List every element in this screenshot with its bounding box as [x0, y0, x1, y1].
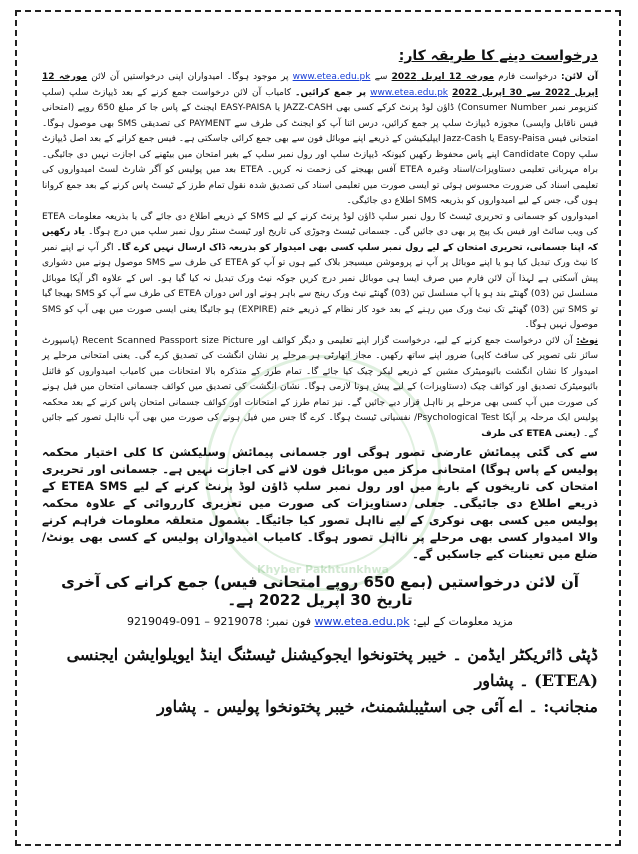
- paragraph-note: [42, 334, 598, 443]
- signature-block: [42, 642, 598, 720]
- notice-body: [42, 48, 598, 720]
- contact-label: مزید معلومات کے لیے:: [413, 615, 514, 628]
- para3-text1: آن لائن درخواست جمع کرنے کے لیے، درخواست گزار اپنے تعلیمی و دیگر کوائف اور Recent Scanned Passport size Picture (پاسپورٹ سائز نئی تصویر کی سافٹ کاپی) ضرور اپنے ساتھ رکھیں۔ مجاز اتھارٹی ہر مرحلے پر نشان انگشت کی تصدیق کرے گی۔ یعنی امتحانی مرحلے پر امیدوار کا نشان انگشت بائیومیٹرک مشین کے ذریعے لیکر چیک کیا جائے گا۔ تمام طرز کے متذکرہ بالا امتحانات میں کامیاب امیدواروں کو فائنل بائیومیٹرک تصدیق اور کوائف چیک (دستاویزات) کے لیے پیش ہونا لازمی ہوگا۔ نشان انگشت کی تصدیق میں کوائف جسمانی امتحان میں فیل ہونے کی صورت میں آپ کسی بھی مرحلے پر نااہل قرار دیے جائیں گے۔ نیز تمام طرز کے امتحانات اور کوائف جسمانی امتحان پاس کرنے کے بعد محکمہ پولیس ایک مرحلہ پر آپکا Psychological Test/ نفسیاتی ٹیسٹ ہوگا۔ کرے گا جس میں فیل ہونے کی صورت میں بھی آپ نااہل تصور کیے جائیں گے۔: [42, 335, 598, 439]
- paragraph-online: [42, 70, 598, 210]
- para1-text3: پر موجود ہوگا۔ امیدواران اپنی درخواستیں آن لائن: [87, 72, 289, 82]
- online-lead: آن لائن:: [560, 72, 598, 82]
- signature-line-1: ڈپٹی ڈائریکٹر ایڈمن ۔ خیبر پختونخوا ایجوکیشنل ٹیسٹنگ اینڈ ایویلوایشن ایجنسی (ETEA) ۔ پشاور: [66, 645, 598, 690]
- para3-bold-tail: (یعنی ETEA کی طرف: [481, 428, 581, 439]
- last-date-notice: آن لائن درخواستیں (بمع 650 روپے امتحانی فیس) جمع کرانے کی آخری تاریخ 30 اپریل 2022 ہے۔: [61, 573, 579, 609]
- signature-line-2: منجانب: ۔ اے آئی جی اسٹیبلشمنٹ، خیبر پختونخوا پولیس ۔ پشاور: [157, 697, 598, 716]
- para1-text1: درخواست فارم: [494, 72, 557, 82]
- seal-text: Khyber Pakhtunkhwa: [256, 563, 390, 576]
- contact-line: [42, 615, 598, 628]
- contact-website-link[interactable]: www.etea.edu.pk: [314, 615, 410, 628]
- para2-bold: یاد رکھیں کہ اپنا جسمانی، تحریری امتحان کے لیے رول نمبر سلپ کسی بھی امیدوار کو بذریعہ ڈاک ارسال نہیں کرے گا۔: [42, 227, 598, 253]
- date-from: مورخہ 12 اپریل 2022: [391, 72, 495, 82]
- section-heading: درخواست دینے کا طریقہ کار:: [398, 48, 598, 64]
- para2-text2: اگر آپ نے اپنے نمبر کا نیٹ ورک تبدیل کیا ہو یا اپنے موبائل پر آپ نے پروموشن میسیجز بلاک کیے ہوں تو آپ کو ETEA کی طرف سے SMS موصول ہونے میں دشواری پیش آسکتی ہے لہذا آن لائن فارم میں صرف ایسا ہی موبائل نمبر درج کریں جوکہ نیٹ ورک تبدیل نہ کیا گیا ہو۔ اس کے علاوہ اگر آپکا موبائل مسلسل تین (03) گھنٹے بند ہو یا آپ مسلسل تین (03) گھنٹے نیٹ ورک رینج سے باہر ہونے اور اس دوران ETEA کی طرف سے آپ کو SMS بھیجا گیا تو SMS تین (03) گھنٹے تک نیٹ ورک میں رہنے کے بعد خود کار نظام کے ذریعے ختم (EXPIRE) ہو جائیگا یعنی ایسی صورت میں بھی آپ کو SMS موصول نہیں ہوگا۔: [42, 242, 598, 330]
- paragraph-roll-number: [42, 210, 598, 334]
- para2-text1: امیدواروں کو جسمانی و تحریری ٹیسٹ کا رول نمبر سلپ ڈاؤن لوڈ پرنٹ کرنے کے لیے SMS کے ذریعے اطلاع دی جائے گی یا بذریعہ معلومات ETEA کی ویب سائٹ اور فیس بک پیج پر بھی دی جائیں گی۔ جسمانی ٹیسٹ وجوڑی کی تاریخ اور ٹیسٹ سنٹر رول نمبر سلپ میں درج ہوگا۔: [42, 211, 599, 237]
- etea-website-link-2[interactable]: www.etea.edu.pk: [370, 87, 448, 98]
- note-lead: نوٹ:: [576, 335, 598, 346]
- para1-text5: کامیاب آن لائن درخواست جمع کرنے کے بعد ڈیپازٹ سلپ (سلپ کنزیومر نمبر Consumer Number) ڈاؤن لوڈ پرنٹ کرکے کسی بھی JAZZ-CASH یا EASY-PAISA ایجنٹ کے پاس جا کر مبلغ 650 روپے (امتحانی فیس ناقابل واپسی) مجوزہ ڈیپازٹ سلپ پر جمع کرائیں، درس اثنا آپ کو ایجنٹ کی طرف سے PAYMENT کی تصدیقی SMS بھی موصول ہوگا۔ امتحانی فیس Easy-Paisa یا Jazz-Cash ایپلیکیشن کے ذریعے اپنے موبائل فون سے بھی جمع کرائی جاسکتی ہے۔ فیس جمع کرانے کے بعد اصل ڈیپازٹ سلپ Candidate Copy اپنے پاس محفوظ رکھیں کیونکہ ڈیپازٹ سلپ اور رول نمبر سلپ کے بغیر امتحان میں بیٹھنے کی اجازت نہیں دی جائیگی۔ براہ مہربانی تعلیمی دستاویزات/اسناد وغیرہ ETEA آفس بھیجنے کی زحمت نہ کریں۔ ETEA بعد میں پولیس کو آگر شارٹ لسٹ امیدواروں کی تعلیمی اسناد کی ضرورت محسوس ہوئی تو ایسی صورت میں تعلیمی اسناد کی تصدیق شدہ نقول تمام طرز کے ٹیسٹ پاس کرنے کے بعد جمع کروانا ہوں گی، جس کے لیے امیدواروں کو بذریعہ SMS اطلاع دی جائیگی۔: [42, 87, 599, 206]
- phone-numbers: فون نمبر: 9219078 – 091-9219049: [126, 615, 311, 628]
- etea-website-link[interactable]: www.etea.edu.pk: [292, 72, 371, 82]
- bold-instructions: سے کی گئی پیمائش عارضی تصور ہوگی اور جسمانی پیمائش وسلیکشن کا کلی اختیار محکمہ پولیس کے پاس ہوگا) امتحانی مرکز میں موبائل فون لانے کی اجازت نہیں ہے۔ جسمانی اور تحریری امتحان کی تاریخوں کے بارے میں اور رول نمبر سلپ ڈاؤن لوڈ پرنٹ کرنے کے لیے ETEA SMS کے ذریعے اطلاع دی جائیگی۔ جعلی دستاویزات کی صورت میں تعزیری کارروائی کے علاوہ محکمہ پولیس میں کسی بھی نوکری کے لیے نااہل تصور کیا جائیگا۔ بشمول متعلقہ معلومات فراہم کرنے والا امیدوار کسی بھی مرحلے پر نااہل تصور ہوگا۔ کامیاب امیدواران پولیس کے کسی بھی یونٹ/ضلع میں تعینات کیے جاسکیں گے۔: [42, 445, 598, 561]
- para1-text2: سے: [370, 72, 388, 82]
- para1-text4: پر جمع کرائیں۔: [295, 87, 366, 98]
- date-range: مورخہ 12 اپریل 2022 سے 30 اپریل 2022: [42, 72, 598, 98]
